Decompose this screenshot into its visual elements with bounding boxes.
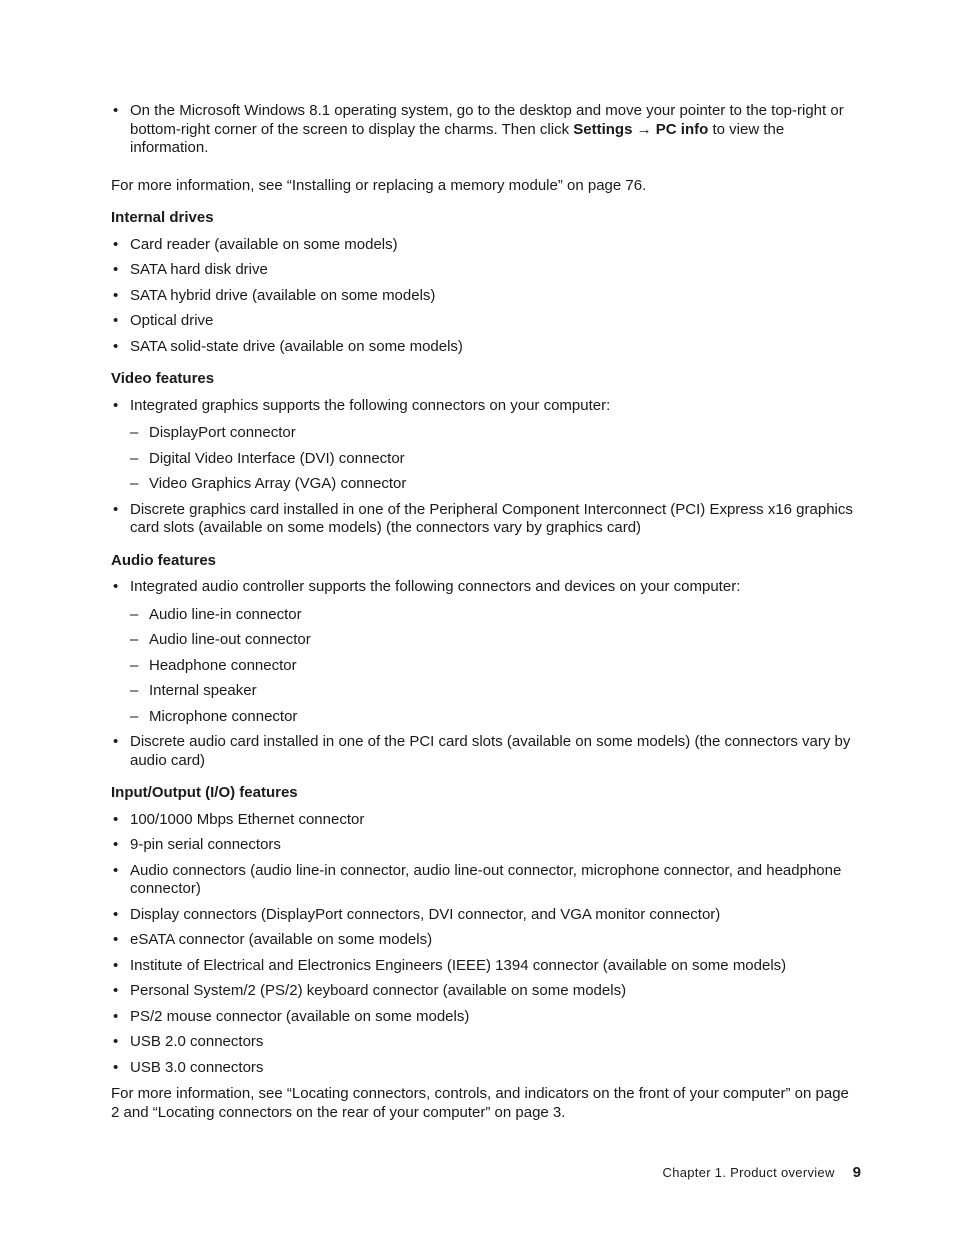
- pc-info-label: PC info: [655, 120, 709, 138]
- list-item: • USB 2.0 connectors: [111, 1033, 856, 1052]
- internal-drives-list: [111, 236, 856, 357]
- list-item: • Discrete audio card installed in one of the PCI card slots (available on some models) (the connectors vary by audio card): [111, 733, 856, 770]
- list-item: • Personal System/2 (PS/2) keyboard connector (available on some models): [111, 982, 856, 1001]
- audio-features-heading: Audio features: [111, 551, 217, 569]
- list-item: • eSATA connector (available on some models): [111, 931, 856, 950]
- chapter-title: Chapter 1. Product overview: [662, 1165, 835, 1180]
- list-item: • SATA solid-state drive (available on some models): [111, 338, 856, 357]
- page-number: 9: [852, 1164, 861, 1181]
- sub-list-item: – Video Graphics Array (VGA) connector: [111, 475, 856, 494]
- arrow-icon: →: [636, 120, 652, 138]
- io-features-list: [111, 811, 856, 1078]
- list-item: • Integrated audio controller supports the following connectors and devices on your computer:: [111, 578, 856, 597]
- list-item: • Card reader (available on some models): [111, 236, 856, 255]
- settings-label: Settings: [573, 120, 633, 138]
- memory-note: For more information, see “Installing or replacing a memory module” on page 76.: [111, 176, 647, 194]
- sub-list-item: – Headphone connector: [111, 657, 856, 676]
- connectors-note: For more information, see “Locating connectors, controls, and indicators on the front of your computer” on page 2 and “Locating connectors on the rear of your computer” on page 3.: [111, 1085, 849, 1121]
- list-item: • SATA hybrid drive (available on some models): [111, 287, 856, 306]
- sub-list-item: – Digital Video Interface (DVI) connector: [111, 450, 856, 469]
- list-item: • Optical drive: [111, 312, 856, 331]
- list-item: • 100/1000 Mbps Ethernet connector: [111, 811, 856, 830]
- sub-list-item: – Internal speaker: [111, 682, 856, 701]
- charms-instruction-text: On the Microsoft Windows 8.1 operating system, go to the desktop and move your pointer to the top-right or bottom-right corner of the screen to display the charms. Then click: [130, 102, 844, 138]
- list-item: • Display connectors (DisplayPort connectors, DVI connector, and VGA monitor connector): [111, 906, 856, 925]
- audio-features-list: [111, 578, 856, 770]
- list-item: • Discrete graphics card installed in one of the Peripheral Component Interconnect (PCI) Express x16 graphics card slots (available on some models) (the connectors vary by graphics card): [111, 501, 856, 538]
- video-features-list: [111, 397, 856, 538]
- charms-instruction-tail: to view the information.: [130, 120, 785, 156]
- list-item: • Institute of Electrical and Electronics Engineers (IEEE) 1394 connector (available on some models): [111, 957, 856, 976]
- io-features-heading: Input/Output (I/O) features: [111, 784, 298, 801]
- list-item: • 9-pin serial connectors: [111, 836, 856, 855]
- sub-list-item: – DisplayPort connector: [111, 424, 856, 443]
- sub-list-item: – Audio line-in connector: [111, 606, 856, 625]
- page-content: [111, 102, 856, 1122]
- list-item: • PS/2 mouse connector (available on some models): [111, 1008, 856, 1027]
- sub-list-item: – Microphone connector: [111, 708, 856, 727]
- charms-instruction-bullet: [111, 102, 856, 158]
- list-item: • Integrated graphics supports the following connectors on your computer:: [111, 397, 856, 416]
- sub-list-item: – Audio line-out connector: [111, 631, 856, 650]
- list-item: • Audio connectors (audio line-in connector, audio line-out connector, microphone connector, and headphone connector): [111, 862, 856, 899]
- page-footer: [663, 1164, 861, 1182]
- list-item: • USB 3.0 connectors: [111, 1059, 856, 1078]
- list-item: • SATA hard disk drive: [111, 261, 856, 280]
- video-features-heading: Video features: [111, 370, 215, 387]
- internal-drives-heading: Internal drives: [111, 209, 214, 226]
